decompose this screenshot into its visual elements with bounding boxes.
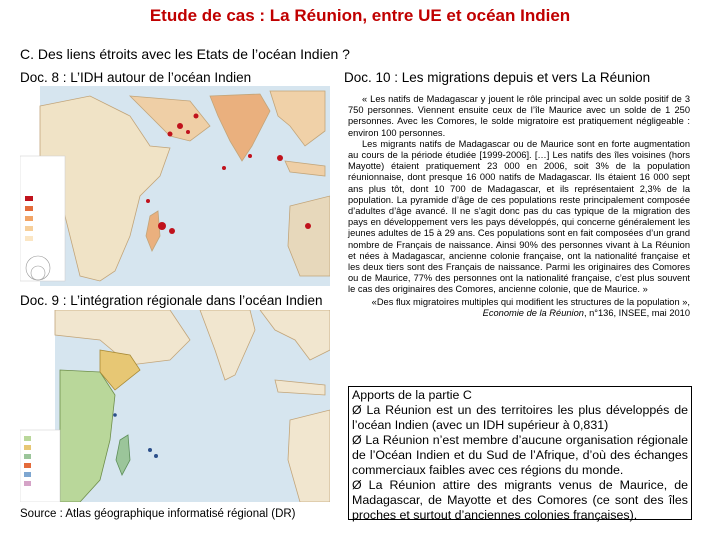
doc9-label: Doc. 9 : L’intégration régionale dans l’océan Indien <box>20 293 323 308</box>
conclusion-item: Ø La Réunion n’est membre d’aucune organisation régionale de l’Océan Indien et du Sud de l’Afrique, d’où des échanges commerciaux faibles avec ces régions du monde. <box>352 433 688 477</box>
conclusion-box <box>348 386 692 520</box>
legend-swatch <box>25 236 33 241</box>
doc10-label: Doc. 10 : Les migrations depuis et vers La Réunion <box>344 70 651 85</box>
page-title: Etude de cas : La Réunion, entre UE et océan Indien <box>149 6 571 25</box>
doc10-paragraph: Les migrants natifs de Madagascar ou de Maurice sont en forte augmentation au cours de la période étudiée [1999-2006]. […] Les natifs des îles voisines (hors Mayotte) étaient pratiquement 23 000 en 2006, soit 3% de la population réunionnaise, dont presque 16 000 natifs de Madagascar. Ils étaient 16 000 sept ans plus tôt, dont 10 700 de Madagascar, et ils représentaient 2,3% de la population. La pyramide d’âge de ces populations reste principalement composée d’adultes d’âge avancé. Il ne s’agit donc pas du cas typique de la migration des pays en développement vers les pays développés, qui concerne généralement les jeunes adultes de 15 à 29 ans. Ces populations sont en fait composées d’un grand nombre de Français de naissance. Ainsi 90% des personnes vivant à La Réunion et nées à Madagascar, ancienne colonie française, ont la nationalité française et les deux tiers sont des Français de naissance. Parmi les originaires des Comores ou de Maurice, 77% des personnes ont la nationalité française, c’est plus souvent le cas des originaires des Comores, ancienne colonie, que de Maurice. » <box>348 138 690 295</box>
conclusion-item: Ø La Réunion attire des migrants venus de Maurice, de Madagascar, de Mayotte et des Comores (ce sont des îles proches et surtout d’anciennes colonies françaises). <box>352 478 688 522</box>
legend-swatch <box>25 196 33 201</box>
idh-map <box>20 86 330 286</box>
legend-swatch <box>25 206 33 211</box>
conclusion-heading: Apports de la partie C <box>352 388 472 402</box>
map-source: Source : Atlas géographique informatisé régional (DR) <box>20 508 296 520</box>
doc10-text <box>348 94 690 319</box>
section-heading: C. Des liens étroits avec les Etats de l’océan Indien ? <box>20 46 350 62</box>
conclusion-item: Ø La Réunion est un des territoires les plus développés de l’océan Indien (avec un IDH supérieur à 0,831) <box>352 403 688 432</box>
bullet-arrow-icon: Ø <box>352 478 362 492</box>
source-prefix: «Des flux migratoires multiples qui modifient les structures de la population », <box>371 296 690 307</box>
bullet-arrow-icon: Ø <box>352 433 362 447</box>
regional-integration-map <box>20 310 330 502</box>
source-title: Economie de la Réunion <box>482 307 584 318</box>
legend-swatch <box>25 226 33 231</box>
doc10-source <box>348 297 690 319</box>
doc8-label: Doc. 8 : L’IDH autour de l’océan Indien <box>20 70 252 85</box>
doc10-paragraph: « Les natifs de Madagascar y jouent le rôle principal avec un solde positif de 3 750 personnes. Viennent ensuite ceux de l’île Maurice avec un solde de 1 250 personnes. Avec les Comores, le solde migratoire est pratiquement négligeable : environ 100 personnes. <box>348 94 690 138</box>
source-suffix: , n°136, INSEE, mai 2010 <box>583 307 690 318</box>
bullet-arrow-icon: Ø <box>352 403 362 417</box>
legend-swatch <box>25 216 33 221</box>
